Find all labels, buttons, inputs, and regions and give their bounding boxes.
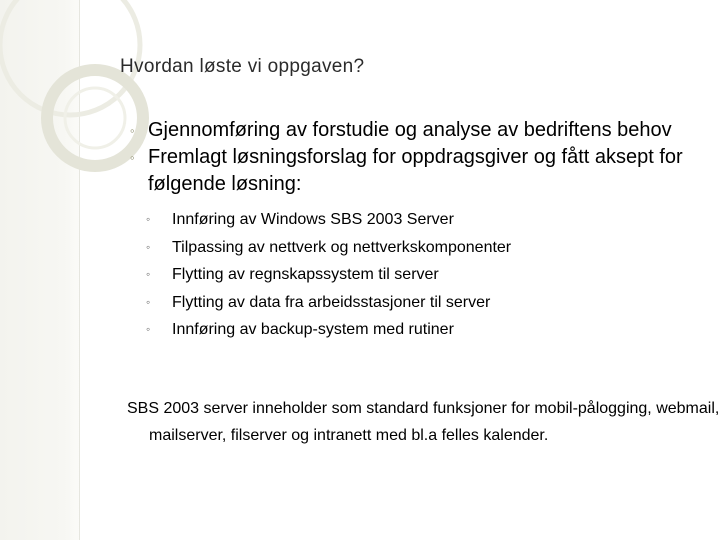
bullet-text: Fremlagt løsningsforslag for oppdragsgiver og fått aksept for følgende løsning:	[148, 146, 683, 195]
sub-bullet-item	[146, 316, 700, 344]
circle-bullet-icon: ◦	[146, 212, 151, 226]
bullet-item	[130, 117, 700, 144]
sub-bullet-item	[146, 234, 700, 262]
bullet-item	[130, 144, 700, 198]
bullet-glyph-icon: ◦​	[130, 150, 135, 165]
slide-title: Hvordan løste vi oppgaven?	[120, 56, 365, 77]
sub-bullet-text: Flytting av data fra arbeidsstasjoner til server	[172, 293, 491, 311]
circle-bullet-icon: ◦	[146, 294, 151, 309]
sub-bullet-text: Flytting av regnskapssystem til server	[172, 266, 439, 283]
sub-bullet-text: Innføring av Windows SBS 2003 Server	[172, 211, 454, 228]
circle-bullet-icon: ◦	[146, 239, 151, 254]
sub-bullet-item	[146, 261, 700, 289]
bullet-glyph-icon: ◦​	[130, 123, 135, 138]
bullet-list	[130, 117, 700, 344]
sub-bullet-item	[146, 206, 700, 234]
sub-bullet-list	[146, 206, 700, 344]
body-paragraph: SBS 2003 server inneholder som standard funksjoner for mobil-pålogging, webmail, mailserver, filserver og intranett med bl.a felles kalender.	[127, 400, 720, 444]
sub-bullet-text: Innføring av backup-system med rutiner	[172, 321, 454, 338]
circle-bullet-icon: ◦	[146, 322, 151, 336]
sub-bullet-text: Tilpassing av nettverk og nettverkskomponenter	[172, 238, 512, 256]
circle-bullet-icon: ◦	[146, 267, 151, 281]
bullet-text: Gjennomføring av forstudie og analyse av bedriftens behov	[148, 119, 672, 141]
sub-bullet-item	[146, 289, 700, 317]
